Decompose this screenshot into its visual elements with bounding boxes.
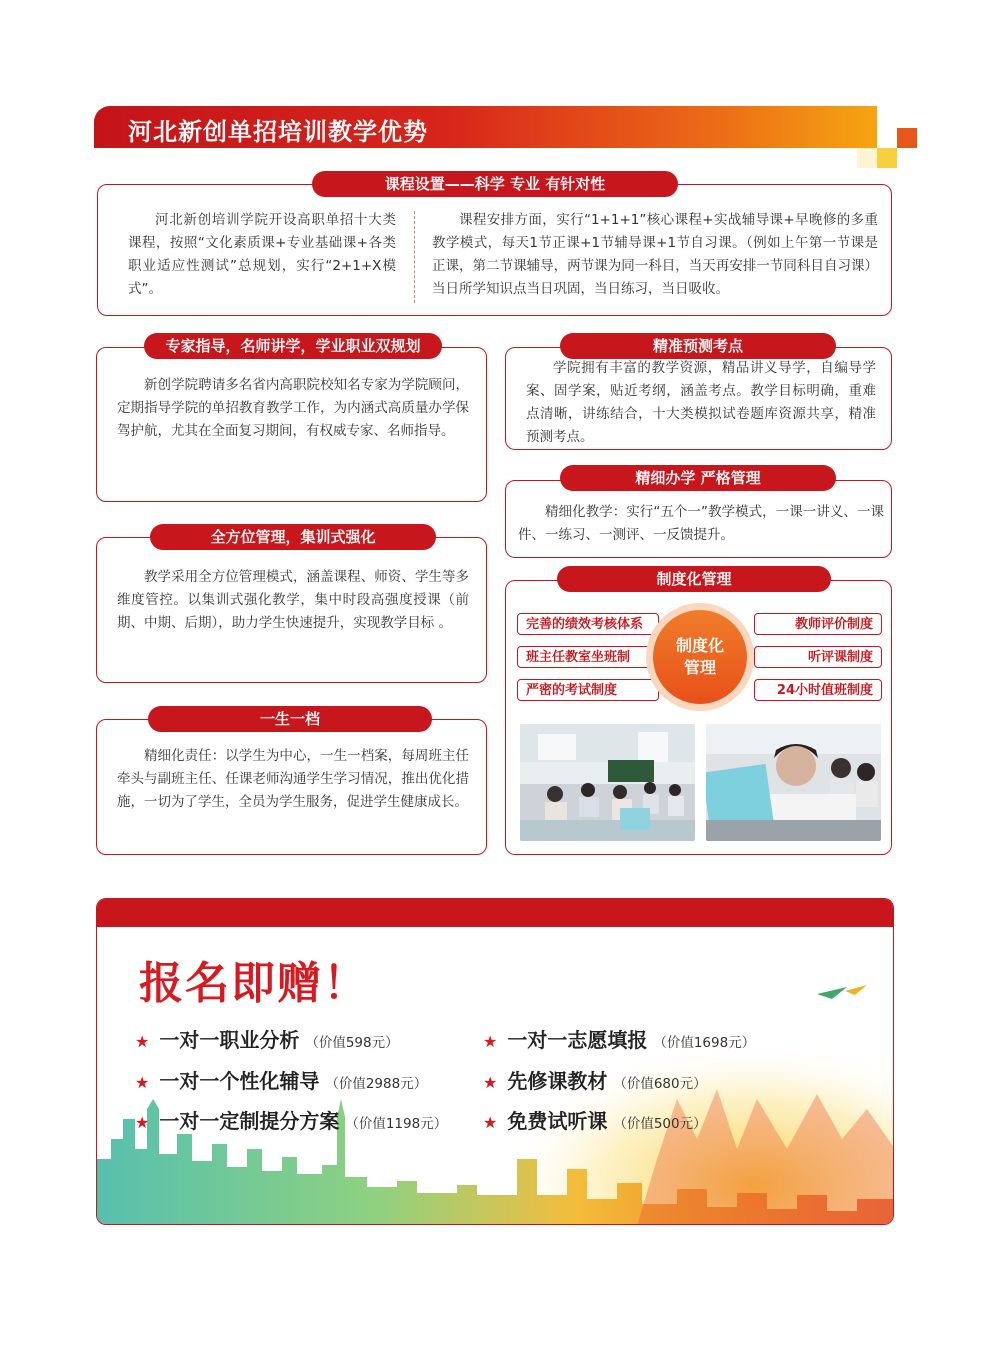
tag-duty: 24小时值班制度	[754, 679, 882, 701]
system-center-circle	[646, 603, 754, 711]
tag-class-teacher: 班主任教室坐班制	[517, 646, 655, 668]
decor-square	[897, 128, 917, 148]
archive-text: 精细化责任：以学生为中心，一生一档案，每周班主任牵头与副班主任、任课老师沟通学生学习情况，推出优化措施，一切为了学生，全员为学生服务，促进学生健康成长。	[117, 748, 469, 810]
archive-title: 一生一档	[148, 706, 432, 732]
promo-title: 报名即赠！	[139, 958, 369, 1009]
center-line2: 管理	[683, 658, 716, 677]
divider	[414, 211, 415, 303]
header-banner	[94, 106, 877, 148]
tag-performance: 完善的绩效考核体系	[517, 613, 659, 635]
star-icon: ★	[135, 1073, 150, 1092]
course-left-text: 河北新创培训学院开设高职单招十大类课程，按照“文化素质课+专业基础课+各类职业适应性测试”总规划，实行“2+1+X模式”。	[128, 212, 396, 297]
gift-item: ★ 一对一职业分析 （价值598元）	[135, 1028, 399, 1052]
student-photo	[706, 724, 881, 841]
predict-title: 精准预测考点	[560, 333, 836, 359]
gift-item: ★ 一对一志愿填报 （价值1698元）	[483, 1028, 756, 1052]
allround-title: 全方位管理，集训式强化	[150, 524, 436, 550]
star-icon: ★	[483, 1073, 498, 1092]
allround-box	[96, 537, 487, 683]
star-icon: ★	[135, 1032, 150, 1051]
decor-square	[857, 148, 877, 168]
archive-box	[96, 719, 487, 855]
page-title: 河北新创单招培训教学优势	[128, 118, 428, 146]
fine-title: 精细办学 严格管理	[560, 465, 836, 491]
expert-box	[96, 347, 487, 502]
tag-lesson-eval: 听评课制度	[754, 646, 882, 668]
course-title: 课程设置——科学 专业 有针对性	[312, 171, 678, 197]
expert-text: 新创学院聘请多名省内高职院校知名专家为学院顾问，定期指导学院的单招教育教学工作，为内涵式高质量办学保驾护航，尤其在全面复习期间，有权威专家、名师指导。	[117, 377, 469, 439]
star-icon: ★	[483, 1113, 498, 1132]
tag-teacher-eval: 教师评价制度	[754, 613, 882, 635]
gift-item: ★ 先修课教材 （价值680元）	[483, 1069, 707, 1093]
gift-item: ★ 免费试听课 （价值500元）	[483, 1109, 707, 1133]
allround-text: 教学采用全方位管理模式，涵盖课程、师资、学生等多维度管控。以集训式强化教学，集中时段高强度授课（前期、中期、后期），助力学生快速提升，实现教学目标 。	[117, 569, 469, 631]
star-icon: ★	[135, 1113, 150, 1132]
expert-title: 专家指导，名师讲学，学业职业双规划	[144, 333, 442, 359]
predict-text: 学院拥有丰富的教学资源，精品讲义导学，自编导学案、固学案，贴近考纲，涵盖考点。教学目标明确，重难点清晰，讲练结合，十大类模拟试卷题库资源共享，精准预测考点。	[526, 360, 876, 445]
promo-section	[96, 898, 894, 1225]
system-box	[505, 580, 892, 855]
tag-exam: 严密的考试制度	[517, 679, 659, 701]
star-icon: ★	[483, 1032, 498, 1051]
system-title: 制度化管理	[557, 566, 831, 592]
classroom-photo	[520, 724, 695, 841]
gift-item: ★ 一对一定制提分方案 （价值1198元）	[135, 1109, 448, 1133]
center-line1: 制度化	[675, 636, 724, 655]
decor-square	[877, 148, 897, 168]
gift-item: ★ 一对一个性化辅导 （价值2988元）	[135, 1069, 428, 1093]
course-box	[97, 184, 892, 316]
predict-box	[505, 347, 892, 450]
course-right-text: 课程安排方面，实行“1+1+1”核心课程+实战辅导课+早晚修的多重教学模式，每天1节正课+1节辅导课+1节自习课。（例如上午第一节课是正课，第二节课辅导，两节课为同一科目，当天再安排一节同科目自习课）当日所学知识点当日巩固，当日练习，当日吸收。	[432, 212, 878, 297]
fine-text: 精细化教学：实行“五个一”教学模式，一课一讲义、一课件、一练习、一测评、一反馈提升。	[518, 504, 884, 543]
fine-box	[505, 480, 892, 558]
